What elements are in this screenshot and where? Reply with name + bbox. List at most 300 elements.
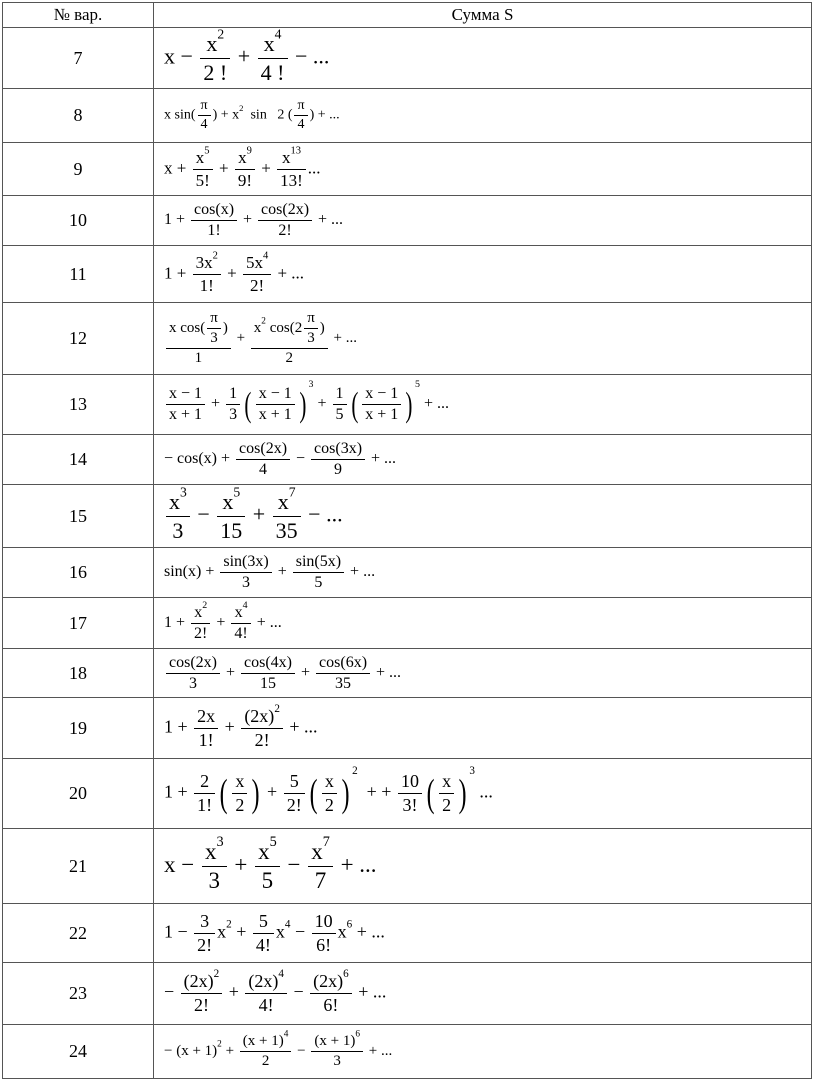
formula-text: cos(2x) [239, 440, 288, 457]
formula-text: ) [222, 319, 228, 336]
sum-formula [154, 435, 812, 485]
numerator [181, 967, 223, 994]
denominator [256, 405, 295, 424]
table-row [3, 1025, 812, 1079]
numerator [166, 310, 231, 349]
denominator [191, 624, 210, 643]
formula-text: − (x + 1) [164, 1042, 218, 1059]
formula-text: x − 1 [258, 385, 292, 402]
fraction [284, 771, 305, 816]
formula-text: + [207, 395, 225, 413]
numerator [194, 911, 215, 934]
formula-text: − [288, 981, 309, 1002]
formula-text: (2x) [313, 971, 344, 991]
formula-text: 2 [285, 350, 294, 366]
formula-text: 10 [400, 771, 419, 791]
exponent: 2 [239, 102, 244, 113]
numerator [333, 385, 347, 405]
formula-text: 2 [200, 771, 210, 791]
formula-text: + [273, 563, 291, 581]
numerator [207, 310, 221, 329]
numerator [256, 385, 295, 405]
formula-text: + ... [334, 851, 377, 877]
denominator [217, 517, 245, 544]
exponent: 4 [274, 26, 282, 42]
formula-text: x − [164, 43, 199, 69]
numerator [200, 26, 230, 59]
formula-text: 6! [323, 995, 339, 1015]
numerator [240, 1029, 292, 1052]
sum-formula [154, 829, 812, 904]
fraction [220, 553, 271, 592]
formula-text: 2 [261, 1053, 270, 1069]
table-row [3, 143, 812, 196]
formula-text: 35 [275, 517, 298, 543]
formula-text: x + 1 [258, 406, 292, 423]
formula-text: ... [307, 157, 321, 177]
formula-text: 10 [314, 910, 333, 931]
fraction [310, 967, 352, 1016]
exponent: 5 [269, 833, 277, 850]
fraction [166, 484, 190, 544]
formula-text: x [206, 30, 218, 56]
variant-number: 20 [3, 759, 154, 829]
numerator [231, 599, 250, 624]
sum-formula [154, 246, 812, 303]
denominator [240, 1052, 292, 1070]
exponent: 5 [204, 145, 210, 157]
formula-text: 3! [402, 795, 418, 815]
denominator [207, 329, 221, 347]
exponent: 3 [216, 833, 224, 850]
fraction [304, 310, 318, 347]
fraction [235, 145, 255, 191]
left-paren: ( [219, 770, 228, 815]
formula-text: + [232, 43, 256, 69]
denominator [311, 1052, 363, 1070]
denominator [220, 573, 271, 592]
denominator [200, 59, 230, 86]
fraction [243, 250, 271, 296]
formula-text: 4! [258, 995, 274, 1015]
denominator [258, 221, 312, 240]
exponent: 4 [284, 918, 291, 931]
formula-text: x [275, 921, 285, 942]
denominator [273, 517, 301, 544]
exponent: 6 [343, 967, 349, 980]
formula-text: x [238, 147, 247, 167]
formula-text: + [221, 1042, 238, 1059]
formula-text: 3 [242, 574, 251, 591]
formula-text: 3 [333, 1053, 341, 1069]
formula-text: x [222, 488, 234, 514]
formula-text: π [210, 310, 218, 326]
numerator [322, 771, 337, 794]
numerator [191, 599, 210, 624]
numerator [316, 654, 370, 674]
variant-number: 18 [3, 649, 154, 698]
numerator [251, 310, 328, 349]
table-row [3, 598, 812, 649]
formula-text: + ... [372, 663, 402, 681]
formula-text: x [277, 488, 289, 514]
formula-text: (x + 1) [242, 1033, 284, 1049]
formula-text: x [281, 147, 291, 167]
formula-text: 5 [289, 771, 299, 791]
numerator [166, 484, 190, 517]
formula-text: + ... [346, 563, 376, 581]
formula-text: + [214, 157, 233, 177]
denominator [362, 405, 401, 424]
fraction [273, 484, 301, 544]
variant-number: 23 [3, 963, 154, 1025]
formula-text: − [292, 450, 310, 468]
numerator [243, 250, 271, 275]
formula-text: 9! [237, 170, 253, 190]
formula-text: x cos( [169, 319, 206, 336]
fraction [240, 1029, 292, 1070]
formula-text: − [290, 921, 310, 942]
exponent: 4 [283, 1029, 289, 1040]
numerator [284, 771, 305, 794]
fraction [194, 771, 215, 816]
fraction [277, 145, 306, 191]
sum-formula [154, 485, 812, 548]
formula-text: x − [164, 851, 200, 877]
variant-number: 16 [3, 548, 154, 598]
numerator [220, 553, 271, 573]
formula-text: 5 [335, 406, 344, 423]
formula-text: 35 [335, 674, 352, 692]
numerator [202, 833, 227, 867]
fraction [256, 385, 295, 424]
formula-text: cos(x) [194, 201, 235, 218]
left-paren: ( [244, 384, 252, 424]
exponent: 13 [290, 145, 301, 157]
sum-formula [154, 375, 812, 435]
formula-text: cos(4x) [244, 653, 292, 671]
numerator [311, 1029, 363, 1052]
parenthesized: ( $\frac{x - 1}{x + 1}$ ) 3 [244, 379, 314, 424]
numerator [258, 201, 312, 221]
formula-text: ) [319, 319, 325, 336]
denominator [241, 729, 283, 751]
fraction [333, 385, 347, 424]
formula-text: 5 [314, 574, 323, 591]
fraction [166, 385, 205, 424]
formula-text: 4 [297, 117, 305, 132]
formula-text: x [442, 771, 452, 791]
exponent: 4 [278, 967, 284, 980]
variant-number: 11 [3, 246, 154, 303]
formula-text: − [191, 501, 216, 527]
fraction [294, 98, 307, 133]
denominator [251, 349, 328, 367]
table-row [3, 375, 812, 435]
formula-text: + ... [252, 613, 282, 631]
formula-text: 1 + [164, 613, 190, 631]
formula-text: cos(6x) [319, 653, 368, 671]
numerator [304, 310, 318, 329]
formula-text: x [324, 771, 334, 791]
formula-text: − cos(x) + [164, 450, 235, 468]
numerator [193, 145, 213, 170]
denominator [194, 729, 218, 751]
left-paren: ( [426, 770, 435, 815]
denominator [191, 221, 237, 240]
numerator [191, 201, 237, 221]
fraction [166, 654, 220, 693]
exponent: 2 [274, 702, 280, 715]
denominator [333, 405, 347, 424]
formula-text: 5 [258, 910, 268, 931]
numerator [312, 911, 336, 934]
formula-text: + ... [364, 1042, 393, 1059]
formula-text: x [169, 488, 180, 514]
formula-text: x [194, 603, 203, 621]
denominator [193, 170, 213, 191]
numerator [310, 967, 352, 994]
numerator [293, 553, 344, 573]
fraction [202, 833, 227, 894]
formula-text: sin(x) + [164, 563, 219, 581]
formula-text: 9 [334, 461, 343, 478]
variant-number: 15 [3, 485, 154, 548]
formula-text: x [234, 603, 243, 621]
fraction [166, 310, 231, 367]
numerator [255, 833, 280, 867]
exponent: 2 [202, 599, 208, 611]
formula-text: + [232, 329, 249, 346]
formula-text: + [262, 781, 282, 802]
formula-text: + [239, 211, 257, 229]
formula-text: 2 [324, 795, 334, 815]
formula-text: cos(2x) [169, 653, 217, 671]
formula-text: cos(2x) [261, 201, 310, 218]
formula-text: 5x [245, 252, 263, 272]
denominator [236, 460, 290, 479]
formula-text: x [337, 921, 347, 942]
variant-number: 10 [3, 196, 154, 246]
denominator [398, 794, 422, 816]
left-paren: ( [309, 770, 318, 815]
formula-text: 1 [335, 385, 344, 402]
denominator [316, 674, 370, 693]
fraction [253, 911, 274, 956]
sum-formula [154, 303, 812, 375]
formula-text: + [231, 921, 251, 942]
formula-text: 1 + [164, 716, 193, 737]
formula-text: 2! [194, 624, 208, 642]
numerator [235, 145, 255, 170]
formula-text: − [164, 981, 179, 1002]
formula-text: sin(5x) [295, 553, 342, 570]
formula-text: 1 + [164, 781, 193, 802]
formula-text: 1! [199, 275, 214, 295]
denominator [311, 460, 365, 479]
formula-text: x [235, 771, 245, 791]
formula-text: cos(3x) [314, 440, 363, 457]
fraction [226, 385, 240, 424]
formula-text: x + 1 [169, 406, 203, 423]
fraction [439, 771, 454, 816]
formula-text: + ... [419, 395, 449, 413]
sum-formula [154, 89, 812, 143]
formula-text: 5! [195, 170, 210, 190]
numerator [217, 484, 245, 517]
formula-text: π [200, 98, 208, 113]
sum-formula [154, 759, 812, 829]
formula-text: 7 [314, 867, 327, 893]
denominator [194, 794, 215, 816]
denominator [293, 573, 344, 592]
table-row [3, 698, 812, 759]
formula-text: 4! [234, 624, 248, 642]
formula-text: 1 + [164, 211, 190, 229]
sum-formula [154, 143, 812, 196]
formula-text: x [253, 319, 262, 336]
denominator [310, 994, 352, 1016]
sum-formula [154, 649, 812, 698]
formula-text: sin(3x) [223, 553, 269, 570]
denominator [202, 867, 227, 894]
formula-text: + [297, 663, 315, 681]
numerator [194, 771, 215, 794]
formula-text: + [257, 157, 276, 177]
formula-text: 2! [278, 222, 292, 239]
denominator [193, 275, 221, 296]
formula-text: 3 [229, 406, 238, 423]
formula-text: + [247, 501, 271, 527]
right-paren: ) [299, 384, 307, 424]
formula-text: + + [357, 781, 396, 802]
denominator [166, 349, 231, 367]
fraction [398, 771, 422, 816]
sum-formula [154, 548, 812, 598]
denominator [294, 116, 307, 133]
sum-formula [154, 28, 812, 89]
table-row [3, 246, 812, 303]
formula-text: + ... [273, 262, 305, 282]
exponent: 2 [261, 316, 266, 327]
header-sum: Сумма S [154, 3, 812, 28]
numerator [294, 98, 307, 116]
formula-text: 3x [195, 252, 213, 272]
numerator [241, 702, 283, 729]
variant-number: 19 [3, 698, 154, 759]
numerator [193, 250, 221, 275]
exponent: 7 [322, 833, 330, 850]
formula-text: 2! [193, 995, 209, 1015]
variants-table [2, 2, 812, 1079]
formula-text: + [212, 613, 230, 631]
formula-text: 3 [200, 910, 210, 931]
header-variant: № вар. [3, 3, 154, 28]
formula-text: x + [164, 157, 191, 177]
denominator [243, 275, 271, 296]
denominator [194, 934, 215, 956]
right-paren: ) [458, 770, 467, 815]
table-row [3, 759, 812, 829]
exponent: 2 [217, 26, 225, 42]
formula-text: 3 [188, 674, 197, 692]
fraction [198, 98, 211, 133]
formula-text: x sin( [164, 107, 196, 123]
numerator [398, 771, 422, 794]
denominator [304, 329, 318, 347]
formula-text: π [297, 98, 305, 113]
variant-number: 21 [3, 829, 154, 904]
variant-number: 13 [3, 375, 154, 435]
fraction [316, 654, 370, 693]
denominator [231, 624, 250, 643]
fraction [207, 310, 221, 347]
numerator [194, 706, 218, 729]
numerator [241, 654, 295, 674]
fraction [191, 201, 237, 240]
fraction [191, 599, 210, 643]
variant-number: 14 [3, 435, 154, 485]
formula-text: + [224, 981, 244, 1002]
formula-text: 1! [197, 795, 213, 815]
numerator [258, 26, 288, 59]
sum-formula [154, 963, 812, 1025]
exponent: 6 [355, 1029, 360, 1040]
denominator [245, 994, 287, 1016]
formula-text: 3 [307, 330, 315, 346]
formula-text: 1 + [164, 262, 191, 282]
formula-text: 4! [255, 934, 271, 955]
formula-text: 3 [208, 867, 221, 893]
exponent: 5 [233, 484, 241, 500]
formula-text: 1! [207, 222, 221, 239]
formula-text: − [293, 1042, 310, 1059]
formula-text: x [258, 838, 270, 864]
formula-text: + ... [284, 716, 318, 737]
fraction [193, 250, 221, 296]
formula-text: 1 − [164, 921, 193, 942]
table-row [3, 829, 812, 904]
fraction [311, 440, 365, 479]
formula-text: − ... [302, 501, 343, 527]
formula-text: + [222, 262, 241, 282]
formula-text: ) + x [212, 107, 240, 123]
sum-formula [154, 1025, 812, 1079]
formula-text: 2x [197, 705, 216, 726]
formula-text: (2x) [248, 971, 279, 991]
formula-text: + ... [367, 450, 397, 468]
denominator [308, 867, 333, 894]
formula-text: 5 [261, 867, 274, 893]
exponent: 3 [180, 484, 187, 500]
fraction [258, 26, 288, 86]
fraction [311, 1029, 363, 1070]
variant-number: 7 [3, 28, 154, 89]
denominator [253, 934, 274, 956]
denominator [235, 170, 255, 191]
numerator [311, 440, 365, 460]
table-row [3, 548, 812, 598]
numerator [439, 771, 454, 794]
fraction [362, 385, 401, 424]
formula-text: x − 1 [365, 385, 399, 402]
fraction [322, 771, 337, 816]
formula-text: 3 [172, 517, 184, 543]
denominator [322, 794, 337, 816]
denominator [241, 674, 295, 693]
variant-number: 12 [3, 303, 154, 375]
table-row [3, 435, 812, 485]
